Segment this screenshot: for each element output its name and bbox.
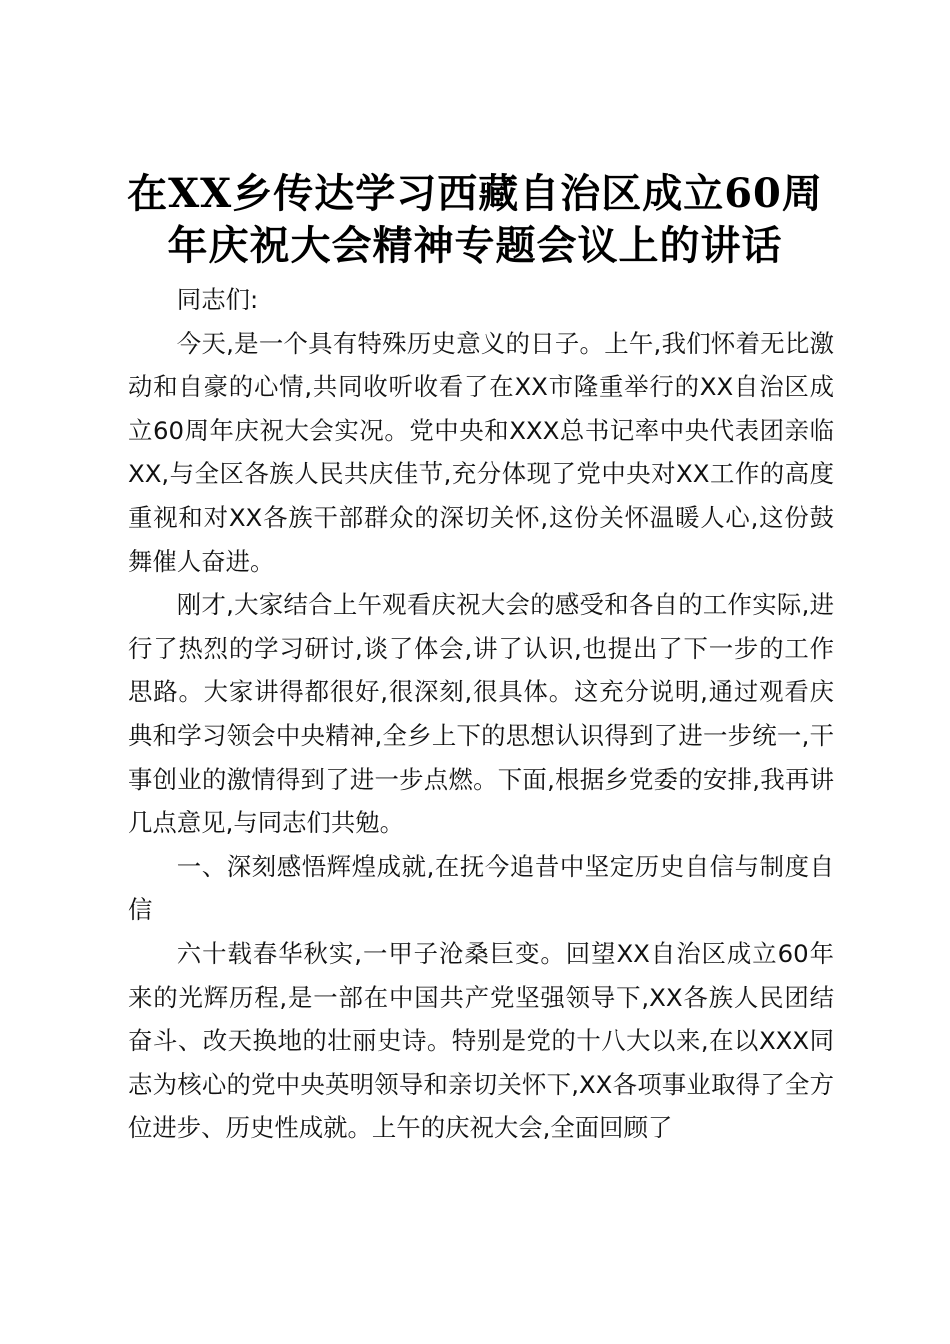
document-title	[100, 168, 850, 272]
paragraph-discussion: 刚才,大家结合上午观看庆祝大会的感受和各自的工作实际,进行了热烈的学习研讨,谈了体会,讲了认识,也提出了下一步的工作思路。大家讲得都很好,很深刻,很具体。这充分说明,通过观看庆典和学习领会中央精神,全乡上下的思想认识得到了进一步统一,干事创业的激情得到了进一步点燃。下面,根据乡党委的安排,我再讲几点意见,与同志们共勉。	[128, 590, 834, 838]
title-line-2: 年庆祝大会精神专题会议上的讲话	[167, 222, 783, 269]
salutation: 同志们:	[176, 285, 259, 314]
section-heading: 一、深刻感悟辉煌成就,在抚今追昔中坚定历史自信与制度自信	[128, 851, 834, 925]
title-line-1: 在XX乡传达学习西藏自治区成立60周	[127, 170, 823, 217]
paragraph-opening: 今天,是一个具有特殊历史意义的日子。上午,我们怀着无比激动和自豪的心情,共同收听收看了在XX市隆重举行的XX自治区成立60周年庆祝大会实况。党中央和XXX总书记率中央代表团亲临XX,与全区各族人民共庆佳节,充分体现了党中央对XX工作的高度重视和对XX各族干部群众的深切关怀,这份关怀温暖人心,这份鼓舞催人奋进。	[128, 328, 834, 576]
section-paragraph: 六十载春华秋实,一甲子沧桑巨变。回望XX自治区成立60年来的光辉历程,是一部在中国共产党坚强领导下,XX各族人民团结奋斗、改天换地的壮丽史诗。特别是党的十八大以来,在以XXX同志为核心的党中央英明领导和亲切关怀下,XX各项事业取得了全方位进步、历史性成就。上午的庆祝大会,全面回顾了	[128, 938, 834, 1143]
document-body	[128, 278, 834, 1150]
